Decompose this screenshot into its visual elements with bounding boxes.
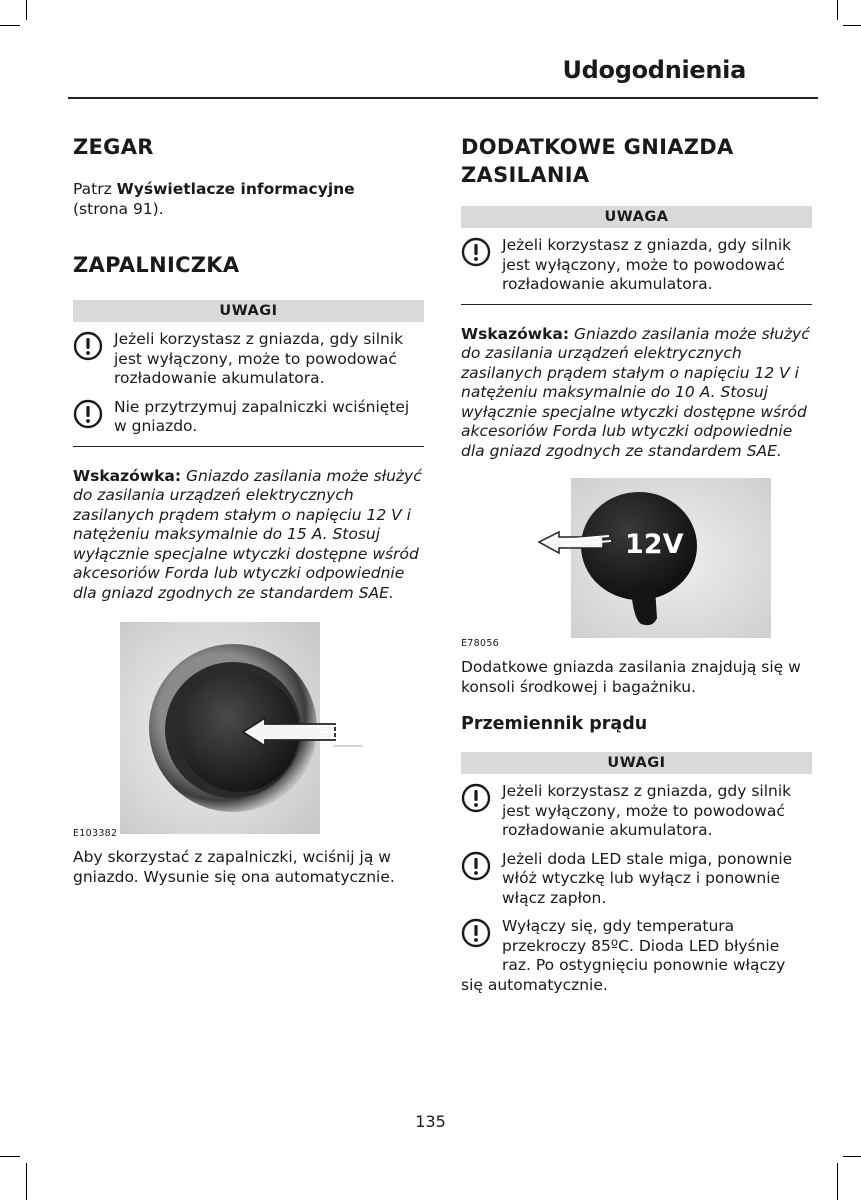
- lighter-usage-text: Aby skorzystać z zapalniczki, wciśnij ją w gniazdo. Wysunie się ona automatycznie.: [73, 848, 395, 886]
- lighter-figure: [73, 622, 424, 837]
- socket-illustration: [461, 478, 812, 643]
- hint-text: Gniazdo zasilania może służyć do zasilania urządzeń elektrycznych zasilanych prądem stałym o napięciu 12 V i natężeniu maksymalnie do 10 A. Stosuj wyłącznie specjalne wtyczki dostępne wśród akcesoriów Forda lub wtyczki odpowiednie dla gniazd zgodnych ze standardem SAE.: [461, 324, 810, 460]
- warning-text: Wyłączy się, gdy temperatura przekroczy 85ºC. Dioda LED błyśnie raz. Po ostygnięciu ponownie włączy: [502, 917, 786, 974]
- sockets-heading-line-1: DODATKOWE GNIAZDA: [461, 135, 734, 159]
- warning-exclamation-icon: [461, 783, 491, 813]
- warning-item: [461, 782, 812, 841]
- crop-mark: [26, 1163, 27, 1200]
- warning-text-continuation: się automatycznie.: [461, 975, 608, 994]
- crop-mark: [843, 1156, 861, 1157]
- socket-figure: [461, 478, 812, 649]
- left-column: [73, 130, 424, 887]
- crop-mark: [0, 1156, 20, 1157]
- warning-text: Jeżeli korzystasz z gniazda, gdy silnik jest wyłączony, może to powodować rozładowanie akumulatora.: [502, 236, 792, 293]
- clock-text-suffix: (strona 91).: [73, 199, 164, 218]
- page-title: Udogodnienia: [562, 56, 746, 84]
- warning-item: [461, 850, 812, 909]
- warnings-header: UWAGI: [73, 300, 424, 322]
- clock-heading: ZEGAR: [73, 135, 154, 159]
- warning-end-rule: [73, 446, 424, 447]
- warning-text: Jeżeli korzystasz z gniazda, gdy silnik jest wyłączony, może to powodować rozładowanie akumulatora.: [502, 782, 792, 839]
- hint-paragraph: [73, 467, 424, 604]
- warning-exclamation-icon: [73, 331, 103, 361]
- warning-end-rule: [461, 304, 812, 305]
- lighter-heading: ZAPALNICZKA: [73, 253, 240, 277]
- hint-paragraph: [461, 325, 812, 462]
- socket-12v-label: 12V: [625, 529, 684, 560]
- sockets-heading: [461, 133, 812, 189]
- hint-text: Gniazdo zasilania może służyć do zasilania urządzeń elektrycznych zasilanych prądem stałym o napięciu 12 V i natężeniu maksymalnie do 15 A. Stosuj wyłącznie specjalne wtyczki dostępne wśród akcesoriów Forda lub wtyczki odpowiednie dla gniazd zgodnych ze standardem SAE.: [73, 466, 422, 602]
- figure-code: E103382: [73, 828, 118, 839]
- right-column: [461, 130, 812, 995]
- warnings-header: UWAGI: [461, 752, 812, 774]
- hint-label: Wskazówka:: [461, 324, 570, 343]
- clock-text: [73, 180, 424, 219]
- crop-mark: [837, 1163, 838, 1200]
- warning-item: [73, 330, 424, 389]
- warning-text: Jeżeli doda LED stale miga, ponownie włóż wtyczkę lub wyłącz i ponownie włącz zapłon.: [502, 849, 793, 907]
- warning-exclamation-icon: [73, 399, 103, 429]
- crop-mark: [26, 0, 27, 20]
- warning-exclamation-icon: [461, 918, 491, 948]
- lighter-illustration: [73, 622, 424, 837]
- figure-code: E78056: [461, 638, 500, 649]
- crop-mark: [837, 0, 838, 20]
- crop-mark: [843, 25, 861, 26]
- warning-item: [461, 236, 812, 295]
- warning-item: [73, 398, 424, 437]
- page-number: 135: [415, 1112, 446, 1131]
- warning-exclamation-icon: [461, 237, 491, 267]
- crop-mark: [0, 25, 20, 26]
- sockets-heading-line-2: ZASILANIA: [461, 163, 590, 187]
- warning-item: [461, 917, 812, 976]
- warning-header: UWAGA: [461, 206, 812, 228]
- warning-text: Jeżeli korzystasz z gniazda, gdy silnik jest wyłączony, może to powodować rozładowanie akumulatora.: [114, 330, 404, 387]
- warning-exclamation-icon: [461, 851, 491, 881]
- inverter-heading: Przemiennik prądu: [461, 714, 648, 734]
- sockets-location-text: Dodatkowe gniazda zasilania znajdują się w konsoli środkowej i bagażniku.: [461, 658, 801, 696]
- clock-text-prefix: Patrz: [73, 180, 117, 198]
- header-rule: [68, 97, 818, 99]
- warning-text: Nie przytrzymuj zapalniczki wciśniętej w gniazdo.: [114, 397, 410, 435]
- clock-text-link: Wyświetlacze informacyjne: [116, 180, 355, 198]
- hint-label: Wskazówka:: [73, 466, 182, 485]
